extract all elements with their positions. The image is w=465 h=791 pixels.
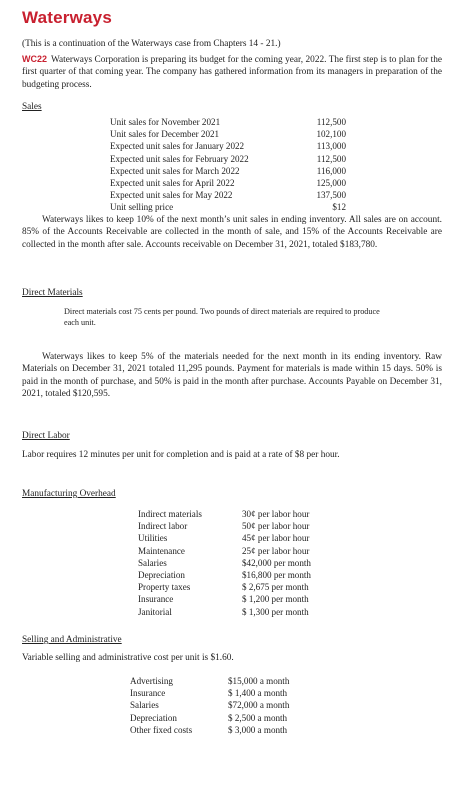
table-row [138, 545, 358, 557]
row-value: $42,000 per month [242, 557, 311, 568]
row-label: Expected unit sales for January 2022 [110, 141, 245, 152]
table-row [130, 675, 330, 687]
row-value: 116,000 [316, 165, 346, 176]
table-row [138, 520, 358, 532]
table-row [138, 581, 358, 593]
row-value: 113,000 [316, 141, 346, 152]
table-row [110, 189, 346, 201]
row-label: Unit sales for December 2021 [110, 129, 220, 140]
row-label: Salaries [138, 557, 167, 568]
row-value: 112,500 [316, 153, 346, 164]
table-row [110, 165, 346, 177]
row-label: Advertising [130, 676, 173, 686]
table-row [110, 116, 346, 128]
table-row [130, 712, 330, 724]
row-value: $72,000 a month [228, 700, 290, 711]
table-row [130, 687, 330, 699]
row-label: Depreciation [138, 570, 185, 581]
row-label: Salaries [130, 700, 159, 711]
row-value: $ 2,675 per month [242, 582, 309, 593]
case-paragraph [22, 53, 442, 91]
table-row [110, 128, 346, 140]
row-label: Property taxes [138, 582, 191, 593]
row-value: $ 2,500 a month [228, 712, 288, 723]
row-label: Utilities [138, 533, 168, 544]
row-value: 112,500 [316, 117, 346, 127]
table-row [138, 508, 358, 520]
row-value: 30¢ per labor hour [242, 509, 310, 519]
row-value: 137,500 [316, 190, 346, 201]
row-value: $12 [332, 202, 346, 213]
row-value: 102,100 [316, 129, 346, 140]
table-row [138, 606, 358, 618]
intro-note: (This is a continuation of the Waterways case from Chapters 14 - 21.) [22, 39, 281, 49]
sales-table [110, 116, 346, 214]
row-label: Insurance [130, 688, 166, 699]
sales-heading: Sales [22, 102, 42, 112]
case-text: Waterways Corporation is preparing its budget for the coming year, 2022. The first step is to plan for the first quarter of that coming year. The company has gathered information from its managers in preparation of the budgeting process. [22, 55, 442, 90]
row-label: Expected unit sales for April 2022 [110, 178, 235, 189]
row-label: Expected unit sales for March 2022 [110, 165, 240, 176]
selling-paragraph: Variable selling and administrative cost per unit is $1.60. [22, 653, 234, 663]
table-row [130, 699, 330, 711]
row-label: Maintenance [138, 545, 185, 556]
table-row [110, 140, 346, 152]
row-value: $ 1,300 per month [242, 606, 309, 617]
sales-paragraph: Waterways likes to keep 10% of the next month’s unit sales in ending inventory. All sales are on account. 85% of the Accounts Receivable are collected in the month of sale, and 15% of the Accounts Receivable are collected in the month after sale. Accounts receivable on December 31, 2021, totaled $183,780. [22, 215, 442, 250]
row-label: Indirect materials [138, 509, 202, 519]
row-label: Depreciation [130, 712, 177, 723]
selling-heading: Selling and Administrative [22, 635, 122, 645]
row-value: $ 1,200 per month [242, 594, 309, 605]
page-title: Waterways [22, 8, 112, 27]
table-row [138, 557, 358, 569]
row-label: Indirect labor [138, 521, 188, 532]
table-row [130, 724, 330, 736]
row-value: 45¢ per labor hour [242, 533, 310, 544]
row-label: Insurance [138, 594, 174, 605]
row-label: Other fixed costs [130, 724, 193, 735]
row-value: $16,800 per month [242, 570, 311, 581]
direct-materials-note: Direct materials cost 75 cents per pound. Two pounds of direct materials are required to produce each unit. [64, 307, 380, 328]
row-value: 25¢ per labor hour [242, 545, 310, 556]
direct-materials-heading: Direct Materials [22, 288, 83, 298]
row-value: $15,000 a month [228, 676, 290, 686]
row-label: Unit selling price [110, 202, 174, 213]
table-row [110, 153, 346, 165]
selling-table [130, 675, 330, 736]
row-value: 125,000 [316, 178, 346, 189]
row-label: Expected unit sales for February 2022 [110, 153, 249, 164]
row-value: $ 1,400 a month [228, 688, 288, 699]
direct-materials-paragraph: Waterways likes to keep 5% of the materials needed for the next month in its ending inventory. Raw Materials on December 31, 2021 totaled 11,295 pounds. Payment for materials is made within 15 days. 50% is paid in the month of purchase, and 50% is paid in the month after purchase. Accounts Payable on December 31, 2021, totaled $120,595. [22, 352, 442, 400]
row-label: Janitorial [138, 606, 172, 617]
table-row [138, 532, 358, 544]
table-row [138, 593, 358, 605]
row-label: Expected unit sales for May 2022 [110, 190, 233, 201]
direct-labor-heading: Direct Labor [22, 431, 70, 441]
row-label: Unit sales for November 2021 [110, 117, 221, 127]
overhead-heading: Manufacturing Overhead [22, 489, 116, 499]
direct-labor-paragraph: Labor requires 12 minutes per unit for completion and is paid at a rate of $8 per hour. [22, 450, 340, 460]
row-value: $ 3,000 a month [228, 724, 288, 735]
table-row [110, 201, 346, 213]
overhead-table [138, 508, 358, 618]
row-value: 50¢ per labor hour [242, 521, 310, 532]
table-row [110, 177, 346, 189]
table-row [138, 569, 358, 581]
case-code: WC22 [22, 54, 48, 64]
